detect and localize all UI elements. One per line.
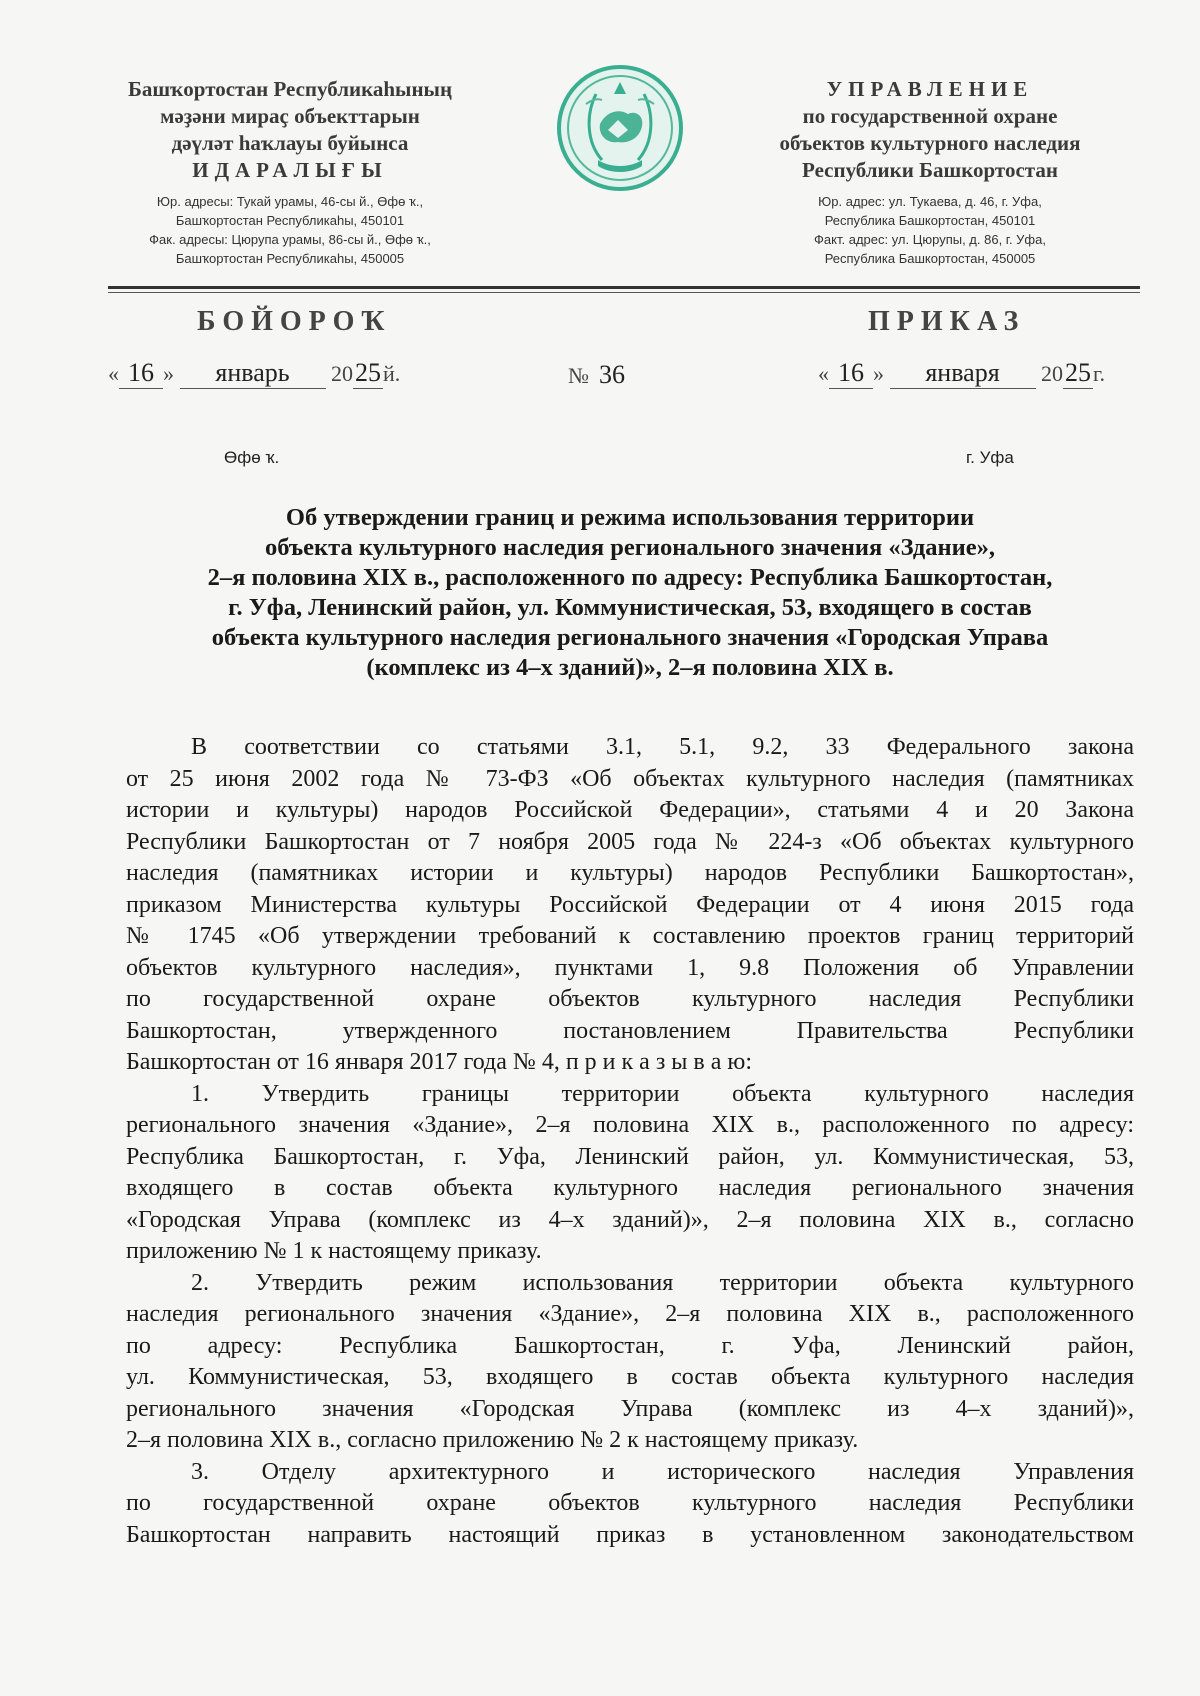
org-name-line: Башҡортостан Республикаһының [127, 77, 453, 101]
number-label: № [568, 363, 589, 388]
org-name-line: мәҙәни мираҫ объекттарын [160, 104, 420, 128]
doc-number [568, 360, 625, 390]
body-line: объектов культурного наследия», пунктами 1, 9.8 Положения об Управлении [126, 954, 1134, 981]
body-line: 3. Отделу архитектурного и исторического наследия Управления [191, 1458, 1134, 1485]
date-russian [818, 358, 1105, 389]
year-suffix: 25 [1065, 358, 1091, 387]
org-name-line: по государственной охране [802, 104, 1058, 128]
body-line: наследия (памятниках истории и культуры) народов Республики Башкортостан», [126, 860, 1134, 886]
quote-open: « [108, 361, 119, 386]
title-line: Об утверждении границ и режима использования территории [285, 504, 975, 531]
document-title [110, 503, 1150, 683]
address-line: Юр. адрес: ул. Тукаева, д. 46, г. Уфа, [818, 194, 1042, 209]
body-line: истории и культуры) народов Российской Федерации», статьями 4 и 20 Закона [126, 797, 1134, 823]
title-line: (комплекс из 4–х зданий)», 2–я половина XIX в. [366, 654, 894, 681]
address-line: Республика Башкортостан, 450005 [824, 251, 1036, 266]
body-line: Башкортостан от 16 января 2017 года № 4, п р и к а з ы в а ю: [126, 1049, 753, 1075]
body-line: «Городская Управа (комплекс из 4–х зданий)», 2–я половина XIX в., согласно [126, 1206, 1134, 1233]
year-prefix: 20 [1041, 361, 1063, 386]
address-line: Башҡортостан Республикаһы, 450101 [175, 213, 405, 228]
body-line: 1. Утвердить границы территории объекта культурного наследия [191, 1080, 1134, 1107]
number-value: 36 [599, 360, 625, 389]
org-name-line: Республики Башкортостан [802, 158, 1058, 182]
quote-open: « [818, 361, 829, 386]
org-name-line: УПРАВЛЕНИЕ [826, 77, 1034, 101]
date-month: январь [180, 358, 326, 389]
body-line: приказом Министерства культуры Российской Федерации от 4 июня 2015 года [126, 891, 1134, 918]
body-line: по государственной охране объектов культурного наследия Республики [126, 986, 1134, 1012]
org-name-line: объектов культурного наследия [779, 131, 1081, 155]
org-name-line: дәүләт һаҡлауы буйынса [171, 131, 409, 155]
date-day: 16 [119, 358, 163, 389]
year-prefix: 20 [331, 361, 353, 386]
address-line: Юр. адресы: Тукай урамы, 46-сы й., Өфө ҡ., [156, 194, 424, 209]
body-line: Республика Башкортостан, г. Уфа, Ленинский район, ул. Коммунистическая, 53, [126, 1143, 1134, 1170]
document-body [126, 732, 1134, 1551]
body-line: № 1745 «Об утверждении требований к составлению проектов границ территорий [126, 923, 1134, 949]
year-mark: г. [1093, 361, 1106, 386]
address-line: Фак. адресы: Цюрупа урамы, 86-сы й., Өфө ҡ., [149, 232, 431, 247]
body-line: 2–я половина XIX в., согласно приложению № 2 к настоящему приказу. [126, 1427, 859, 1453]
body-line: Башкортостан направить настоящий приказ в установленном законодательством [126, 1521, 1134, 1548]
body-line: ул. Коммунистическая, 53, входящего в состав объекта культурного наследия [126, 1364, 1134, 1390]
header-left-bashkir [100, 76, 480, 268]
body-line: входящего в состав объекта культурного наследия регионального значения [126, 1175, 1134, 1201]
body-line: 2. Утвердить режим использования территории объекта культурного [191, 1269, 1134, 1296]
body-line: регионального значения «Городская Управа (комплекс из 4–х зданий)», [126, 1395, 1134, 1422]
body-line: приложению № 1 к настоящему приказу. [126, 1238, 542, 1264]
date-bashkir [108, 358, 400, 389]
address-block [100, 192, 480, 268]
date-month: января [890, 358, 1036, 389]
quote-close: » [873, 361, 884, 386]
quote-close: » [163, 361, 174, 386]
header-divider-thin [108, 292, 1140, 293]
date-day: 16 [829, 358, 873, 389]
city-russian: г. Уфа [966, 448, 1014, 467]
body-line: по государственной охране объектов культурного наследия Республики [126, 1490, 1134, 1516]
body-line: Республики Башкортостан от 7 ноября 2005 года № 224-з «Об объектах культурного [126, 828, 1134, 855]
year-mark: й. [383, 361, 401, 386]
doc-kind-russian: ПРИКАЗ [868, 306, 1026, 337]
body-line: от 25 июня 2002 года № 73-ФЗ «Об объектах культурного наследия (памятниках [126, 765, 1134, 792]
doc-kind-bashkir: БОЙОРОҠ [197, 306, 392, 337]
body-line: Башкортостан, утвержденного постановлением Правительства Республики [126, 1017, 1134, 1044]
title-line: г. Уфа, Ленинский район, ул. Коммунистическая, 53, входящего в состав [228, 594, 1032, 621]
title-line: объекта культурного наследия регионального значения «Здание», [264, 534, 996, 561]
city-bashkir: Өфө ҡ. [224, 448, 280, 467]
body-line: регионального значения «Здание», 2–я половина XIX в., расположенного по адресу: [126, 1112, 1134, 1138]
header-right-russian [740, 76, 1120, 268]
bashkortostan-coat-of-arms-icon [556, 64, 684, 192]
org-name-line: ИДАРАЛЫҒЫ [192, 158, 388, 182]
title-line: объекта культурного наследия регионального значения «Городская Управа [211, 624, 1049, 651]
body-line: по адресу: Республика Башкортостан, г. Уфа, Ленинский район, [126, 1332, 1134, 1359]
body-line: В соответствии со статьями 3.1, 5.1, 9.2, 33 Федерального закона [191, 734, 1134, 760]
header-divider [108, 286, 1140, 289]
address-line: Башҡортостан Республикаһы, 450005 [175, 251, 405, 266]
year-suffix: 25 [355, 358, 381, 387]
body-line: наследия регионального значения «Здание», 2–я половина XIX в., расположенного [126, 1301, 1134, 1327]
address-block [740, 192, 1120, 268]
address-line: Республика Башкортостан, 450101 [824, 213, 1036, 228]
address-line: Факт. адрес: ул. Цюрупы, д. 86, г. Уфа, [814, 232, 1046, 247]
title-line: 2–я половина XIX в., расположенного по адресу: Республика Башкортостан, [207, 564, 1053, 591]
